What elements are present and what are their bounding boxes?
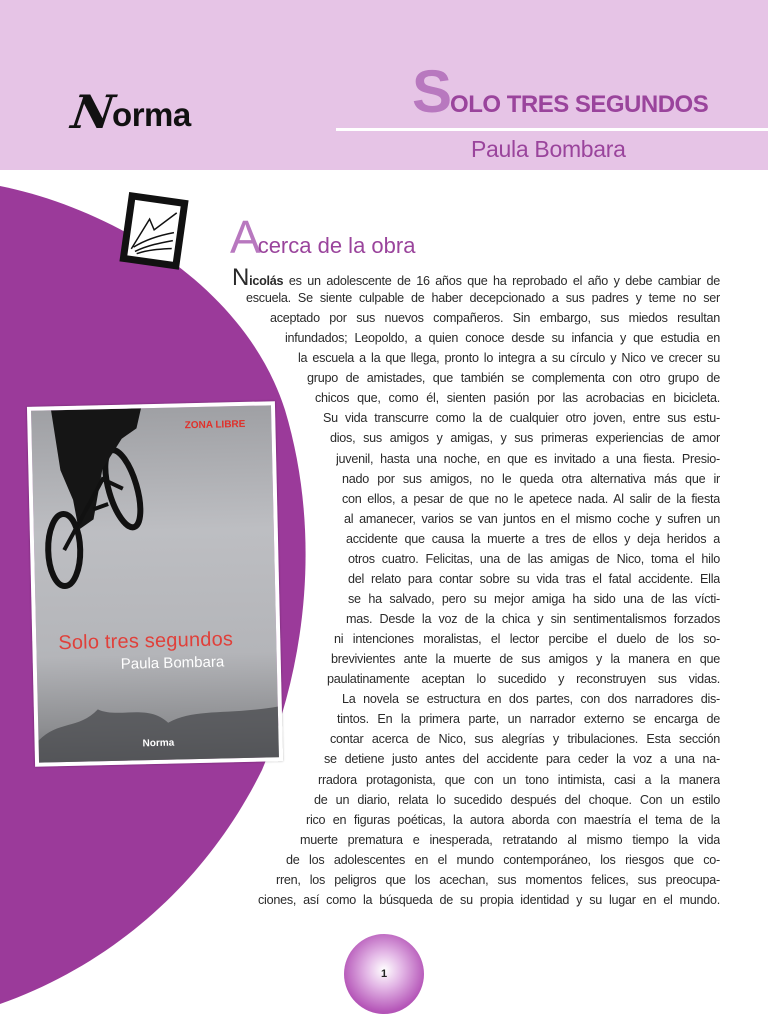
body-line: Nicolás es un adolescente de 16 años que ha reprobado el año y debe cambiar de [232,268,720,288]
logo-text: orma [112,96,191,133]
body-line: dios, sus amigos y amigas, y sus primeras experiencias de amor [330,431,720,446]
body-line: del relato para contar sobre su vida tras el fatal accidente. Ella [348,571,720,586]
body-line: accidente que causa la muerte a tres de ellos y deja heridos a [346,531,720,546]
body-line: ni intenciones moralistas, el lector percibe el duelo de los so- [334,632,720,647]
body-line: con ellos, a pesar de que no le apetece nada. Al salir de la fiesta [342,491,720,506]
bmx-rider-silhouette [31,405,283,767]
body-line: escuela. Se siente culpable de haber decepcionado a sus padres y teme no ser [246,291,720,306]
page-number: 1 [344,934,424,1014]
body-line: de un diario, relata lo sucedido después del choque. Con un estilo [314,792,720,807]
body-line: de los adolescentes en el mundo contemporáneo, los riesgos que co- [286,852,720,867]
cover-author: Paula Bombara [120,653,225,673]
body-line: La novela se estructura en dos partes, con dos narradores dis- [342,692,720,707]
body-line: la escuela a la que llega, pronto lo integra a su círculo y Nico ve crecer su [298,351,720,366]
series-badge: ZONA LIBRE [184,418,246,432]
cover-title: Solo tres segundos [58,628,234,655]
body-line: rren, los peligros que los acechan, sus momentos felices, sus preocupa- [276,872,720,887]
body-line: brevivientes ante la muerte de sus amigos y la manera en que [331,652,720,667]
body-line: ciones, así como la búsqueda de su propia identidad y su lugar en el mundo. [258,892,720,907]
body-line: al amanecer, varios se van juntos en el mismo coche y sufren un [344,511,720,526]
book-title: SOLO TRES SEGUNDOS [412,58,709,125]
body-line: se detiene justo antes del accidente para ceder la voz a una na- [324,752,720,767]
book-author: Paula Bombara [471,136,626,162]
body-line: rradora protagonista, que con un tono intimista, casi a la manera [318,772,720,787]
body-line: chicos que, como él, sienten pasión por las acrobacias en bicicleta. [315,391,720,406]
open-book-icon [118,190,192,272]
body-line: aceptado por sus nuevos compañeros. Sin embargo, sus miedos resultan [270,311,720,326]
body-line: mas. Desde la voz de la chica y sin sentimentalismos forzados [346,612,720,627]
cover-publisher: Norma [142,737,175,750]
body-line: nado por sus amigos, no le queda otra alternativa más que ir [342,471,720,486]
body-line: grupo de amistades, que también se complementa con otro grupo de [307,371,720,386]
norma-logo: N orma [68,85,191,139]
body-line: tintos. En la primera parte, un narrador externo se encarga de [337,712,720,727]
body-line: se ha salvado, pero su mejor amiga ha sido una de las vícti- [348,591,720,606]
book-cover-image [27,401,283,767]
body-line: contar acerca de Nico, sus alegrías y tribulaciones. Esta sección [330,732,720,747]
body-line: paulatinamente aceptan lo sucedido y reconstruyen sus vidas. [327,672,720,687]
body-line: rico en figuras poéticas, la autora aborda con maestría el tema de la [306,812,720,827]
body-line: muerte prematura e inesperada, retratando al mismo tiempo la vida [300,832,720,847]
body-line: otros cuatro. Felicitas, una de las amigas de Nico, toma el hilo [348,551,720,566]
section-heading: Acerca de la obra [230,211,416,263]
body-line: infundados; Leopoldo, a quien conoce desde su infancia y que estudia en [285,331,720,346]
body-line: Su vida transcurre como la de cualquier otro joven, entre sus estu- [323,411,720,426]
body-line: juvenil, hasta una noche, en que es invitado a una fiesta. Presio- [336,451,720,466]
